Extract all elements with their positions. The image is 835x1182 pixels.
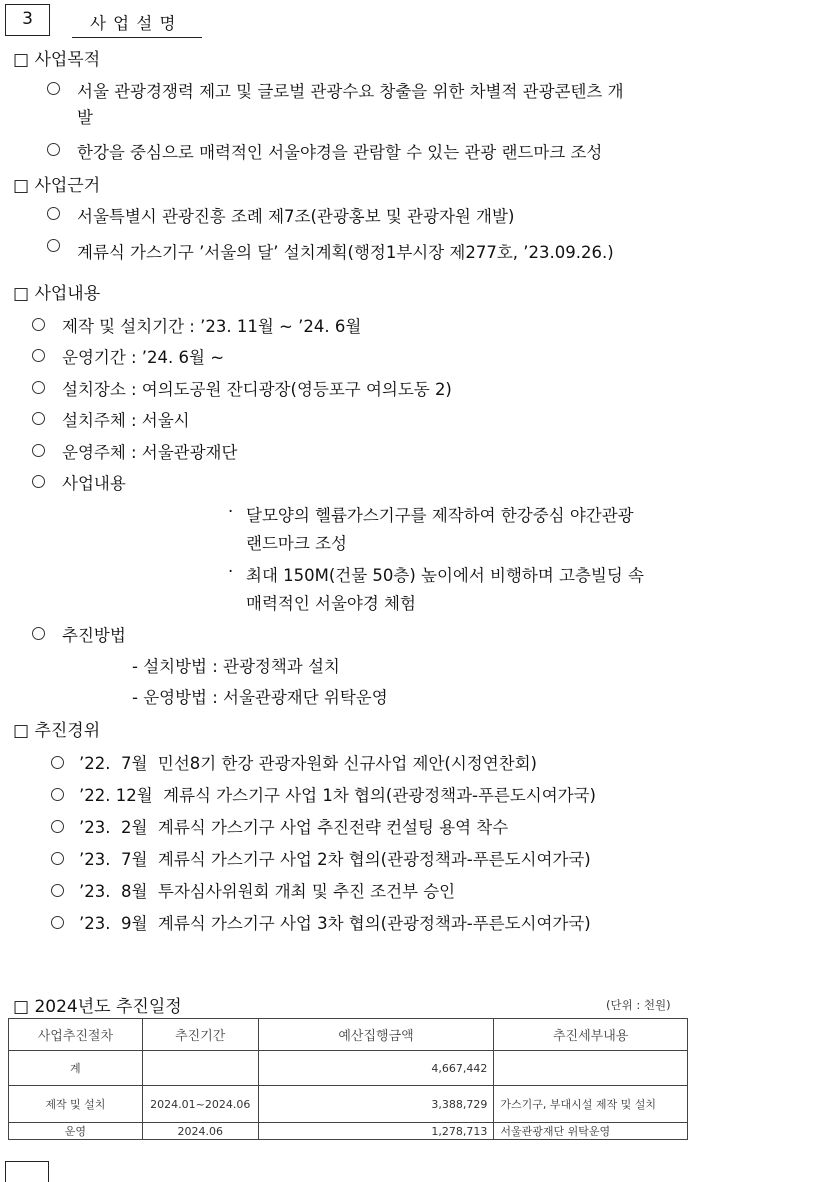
section-title-underline [72,37,202,38]
table-row [9,1051,688,1086]
circle-bullet-icon [32,381,45,394]
amount-cell: 3,388,729 [258,1086,494,1123]
history-item-3: ’23. 2월 계류식 가스기구 사업 추진전략 컨설팅 용역 착수 [79,818,509,837]
circle-bullet-icon [32,318,45,331]
schedule-heading: □ 2024년도 추진일정 [13,997,182,1017]
circle-bullet-icon [32,444,45,457]
method-1: - 설치방법 : 관광정책과 설치 [132,657,340,676]
content-item-5: 운영주체 : 서울관광재단 [62,443,238,462]
table-row [9,1086,688,1123]
amount-cell: 4,667,442 [258,1051,494,1086]
period-cell: 2024.06 [142,1123,258,1140]
detail-2-line1: 최대 150M(건물 50층) 높이에서 비행하며 고층빌딩 속 [246,566,644,585]
content-item-4: 설치주체 : 서울시 [62,411,190,430]
circle-bullet-icon [32,627,45,640]
schedule-unit: (단위 : 천원) [606,998,671,1012]
purpose-heading: □ 사업목적 [13,50,101,70]
column-header: 예산집행금액 [258,1019,494,1051]
column-header: 사업추진절차 [9,1019,143,1051]
circle-bullet-icon [51,916,64,929]
content-item-2: 운영기간 : ’24. 6월 ~ [62,348,225,367]
content-item-1: 제작 및 설치기간 : ’23. 11월 ~ ’24. 6월 [62,317,362,336]
history-item-2: ’22. 12월 계류식 가스기구 사업 1차 협의(관광정책과-푸른도시여가국) [79,786,596,805]
purpose-item-2: 한강을 중심으로 매력적인 서울야경을 관람할 수 있는 관광 랜드마크 조성 [77,143,603,162]
detail-1-line1: 달모양의 헬륨가스기구를 제작하여 한강중심 야간관광 [246,506,634,525]
circle-bullet-icon [51,788,64,801]
amount-cell: 1,278,713 [258,1123,494,1140]
detail-cell [494,1051,688,1086]
detail-1-line2: 랜드마크 조성 [246,534,347,553]
history-item-1: ’22. 7월 민선8기 한강 관광자원화 신규사업 제안(시정연찬회) [79,754,537,773]
circle-bullet-icon [47,207,60,220]
history-item-4: ’23. 7월 계류식 가스기구 사업 2차 협의(관광정책과-푸른도시여가국) [79,850,591,869]
table-header-row [9,1019,688,1051]
step-cell: 제작 및 설치 [9,1086,143,1123]
content-item-6: 사업내용 [62,474,126,493]
content-item-3: 설치장소 : 여의도공원 잔디광장(영등포구 여의도동 2) [62,380,452,399]
schedule-table [8,1018,688,1140]
content-heading: □ 사업내용 [13,284,101,304]
detail-bullet: · [228,502,234,521]
circle-bullet-icon [32,475,45,488]
method-2: - 운영방법 : 서울관광재단 위탁운영 [132,688,388,707]
period-cell [142,1051,258,1086]
detail-2-line2: 매력적인 서울야경 체험 [246,594,416,613]
circle-bullet-icon [51,756,64,769]
column-header: 추진기간 [142,1019,258,1051]
basis-item-1: 서울특별시 관광진흥 조례 제7조(관광홍보 및 관광자원 개발) [77,207,515,226]
detail-cell: 가스기구, 부대시설 제작 및 설치 [494,1086,688,1123]
circle-bullet-icon [51,852,64,865]
section-number: 3 [22,9,33,29]
purpose-item-1-line1: 서울 관광경쟁력 제고 및 글로벌 관광수요 창출을 위한 차별적 관광콘텐츠 개 [77,82,624,101]
circle-bullet-icon [32,349,45,362]
purpose-item-1-line2: 발 [77,108,93,127]
circle-bullet-icon [32,412,45,425]
period-cell: 2024.01~2024.06 [142,1086,258,1123]
detail-cell: 서울관광재단 위탁운영 [494,1123,688,1140]
history-item-5: ’23. 8월 투자심사위원회 개최 및 추진 조건부 승인 [79,882,456,901]
step-cell: 운영 [9,1123,143,1140]
circle-bullet-icon [51,820,64,833]
circle-bullet-icon [47,239,60,252]
basis-item-2: 계류식 가스기구 ’서울의 달’ 설치계획(행정1부시장 제277호, ’23.09.26.) [77,243,614,262]
history-item-6: ’23. 9월 계류식 가스기구 사업 3차 협의(관광정책과-푸른도시여가국) [79,914,591,933]
history-heading: □ 추진경위 [13,721,101,741]
column-header: 추진세부내용 [494,1019,688,1051]
section-number-box [5,4,50,36]
table-row [9,1123,688,1140]
method-label: 추진방법 [62,626,126,645]
basis-heading: □ 사업근거 [13,176,101,196]
step-cell: 계 [9,1051,143,1086]
circle-bullet-icon [47,82,60,95]
next-section-box-edge [5,1161,49,1182]
circle-bullet-icon [47,143,60,156]
section-title: 사 업 설 명 [90,14,177,33]
circle-bullet-icon [51,884,64,897]
detail-bullet: · [228,562,234,581]
